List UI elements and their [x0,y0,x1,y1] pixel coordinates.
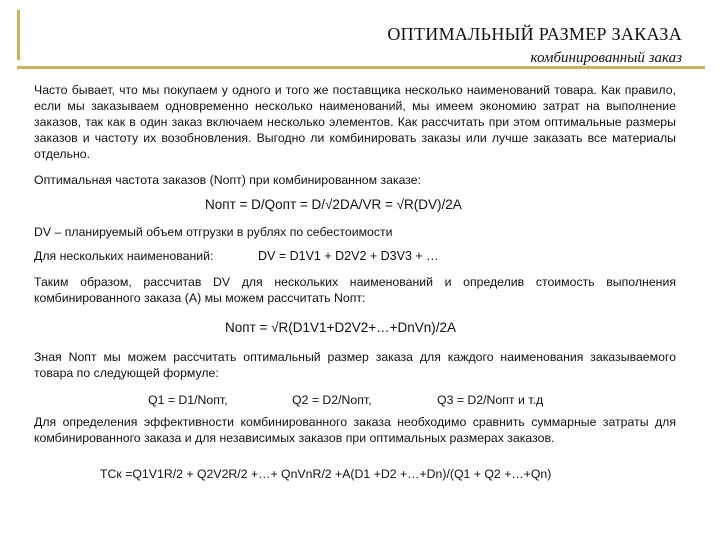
q1-formula: Q1 = D1/Nопт, [148,393,228,407]
q2-formula: Q2 = D2/Nопт, [292,393,372,407]
tc-formula: TCк =Q1V1R/2 + Q2V2R/2 +…+ QnVnR/2 +A(D1 +D2 +…+Dn)/(Q1 + Q2 +…+Qn) [100,467,552,481]
dv-definition: DV – планируемый объем отгрузки в рублях по себестоимости [34,225,393,239]
q3-formula: Q3 = D2/Nопт и т.д [437,393,544,407]
multi-formula: DV = D1V1 + D2V2 + D3V3 + … [258,249,439,263]
intro-paragraph: Часто бывает, что мы покупаем у одного и того же поставщика несколько наименований товара. Как правило, если мы заказываем одновременно несколько наименований, мы имеем экономию затрат на выполнение заказов, так как в один заказ включаем несколько элементов. Как рассчитать при этом оптимальные размеры заказов и частоту их возобновления. Выгодно ли комбинировать заказы или лучше заказать все материалы отдельно. [34,83,676,161]
page-subtitle: комбинированный заказ [530,50,682,66]
efficiency-paragraph: Для определения эффективности комбинированного заказа необходимо сравнить суммарные затраты для комбинированного заказа и для независимых заказов при оптимальных размерах заказов. [34,415,676,445]
formula-nopt: Nопт = D/Qопт = D/√2DA/VR = √R(DV)/2A [205,197,462,212]
frame-vertical-line [17,10,20,60]
thus-paragraph: Таким образом, рассчитав DV для нескольких наименований и определив стоимость выполнения комбинированного заказа (A) мы можем рассчитать Nопт: [34,275,676,305]
multi-label: Для нескольких наименований: [34,249,214,263]
page-title: ОПТИМАЛЬНЫЙ РАЗМЕР ЗАКАЗА [387,24,682,44]
frequency-label: Оптимальная частота заказов (Nопт) при комбинированном заказе: [34,173,422,187]
formula-nopt-combined: Nопт = √R(D1V1+D2V2+…+DnVn)/2A [225,320,457,335]
knowing-paragraph: Зная Nопт мы можем рассчитать оптимальный размер заказа для каждого наименования заказываемого товара по следующей формуле: [34,350,676,380]
